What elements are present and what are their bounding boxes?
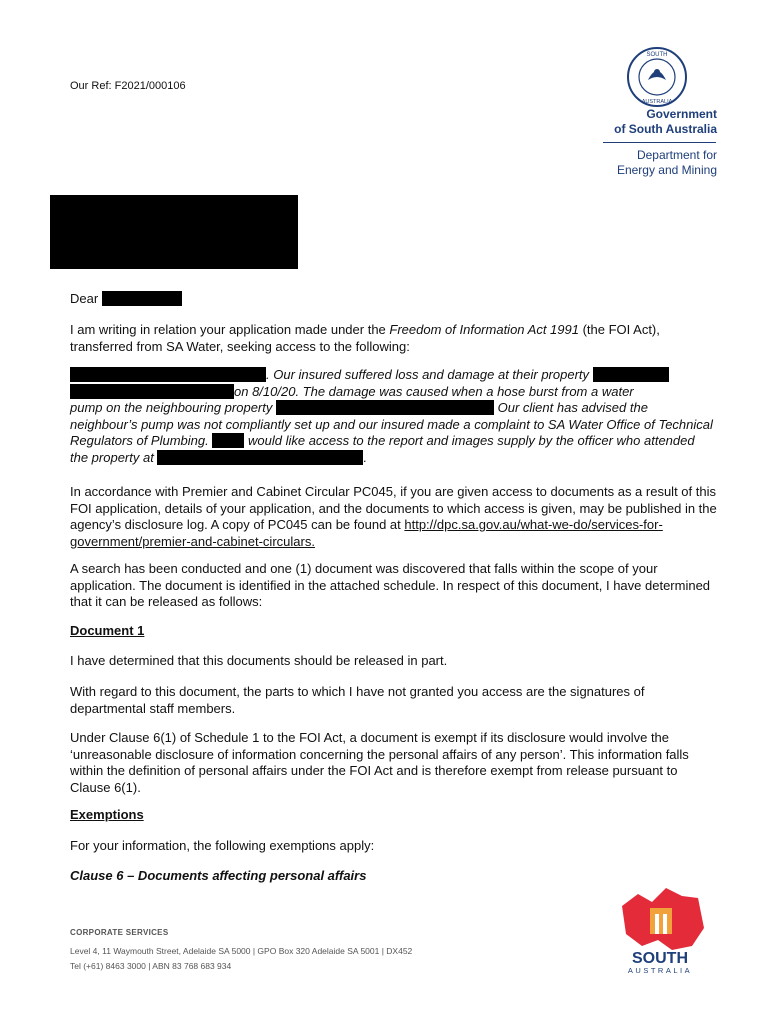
- clause-6-heading: Clause 6 – Documents affecting personal affairs: [70, 868, 367, 883]
- reference-number: Our Ref: F2021/000106: [70, 80, 186, 92]
- pc045-link[interactable]: http://dpc.sa.gov.au/what-we-do/services-for-government/premier-and-cabinet-circulars.: [70, 517, 663, 549]
- release-paragraph: I have determined that this documents should be released in part.: [70, 653, 448, 668]
- pc045-text: In accordance with Premier and Cabinet Circular PC045, if you are given access to documents as a result of this FOI application, details of your application, and the documents to which access is given, may be published in the agency’s disclosure log. A copy of PC045 can be found at: [70, 484, 717, 532]
- signatures-paragraph: With regard to this document, the parts to which I have not granted you access are the signatures of departmental staff members.: [70, 684, 645, 716]
- request-line-5: would like access to the report and images supply by the officer who attended the property at: [70, 433, 695, 465]
- pc045-paragraph: [70, 484, 720, 550]
- search-paragraph: A search has been conducted and one (1) document was discovered that falls within the scope of your application. The document is identified in the attached schedule. In respect of this document, I have determined that it can be released as follows:: [70, 561, 711, 609]
- intro-text-b: (the FOI Act), transferred from SA Water, seeking access to the following:: [70, 322, 660, 354]
- sa-logo-text: SOUTH: [632, 950, 688, 967]
- request-quote: [70, 367, 715, 466]
- footer-address: Level 4, 11 Waymouth Street, Adelaide SA 5000 | GPO Box 320 Adelaide SA 5001 | DX452: [70, 946, 413, 956]
- footer-contact: Tel (+61) 8463 3000 | ABN 83 768 683 934: [70, 961, 232, 971]
- redacted-text-6: [157, 450, 363, 465]
- dept-line-1: Department for: [636, 148, 717, 162]
- redacted-text-3: [70, 384, 234, 399]
- department-name: [575, 148, 717, 178]
- sa-logo-subtext: AUSTRALIA: [627, 966, 693, 975]
- logo-line-1: Government: [646, 107, 717, 121]
- footer-title: CORPORATE SERVICES: [70, 928, 169, 937]
- redacted-text-2: [593, 367, 669, 382]
- redacted-address-block: [50, 195, 298, 269]
- salutation: [70, 291, 720, 308]
- request-line-6: .: [363, 449, 368, 465]
- redacted-text-4: [276, 400, 494, 415]
- redacted-text-5: [212, 433, 244, 448]
- dept-line-2: Energy and Mining: [616, 163, 717, 177]
- request-line-3: pump on the neighbouring property: [70, 400, 273, 415]
- salutation-text: Dear: [70, 291, 99, 306]
- request-line-4: Our client has advised the neighbour’s pump was not compliantly set up and our insured made a complaint to SA Water Office of Technical Regulators of Plumbing.: [70, 400, 713, 448]
- clause-paragraph: Under Clause 6(1) of Schedule 1 to the FOI Act, a document is exempt if its disclosure would involve the ‘unreasonable disclosure of information concerning the personal affairs of any person’. This information falls within the definition of personal affairs under the FOI Act and is therefore exempt from release pursuant to Clause 6(1).: [70, 730, 689, 795]
- document-1-heading: Document 1: [70, 623, 145, 638]
- intro-paragraph: [70, 322, 720, 355]
- svg-text:AUSTRALIA: AUSTRALIA: [641, 99, 673, 105]
- exemptions-heading: Exemptions: [70, 807, 144, 822]
- request-line-2: on 8/10/20. The damage was caused when a hose burst from a water: [234, 383, 634, 399]
- government-crest-icon: [626, 46, 688, 108]
- government-logo-text: [575, 107, 717, 137]
- request-line-1: . Our insured suffered loss and damage at their property: [266, 367, 590, 382]
- svg-text:SOUTH: SOUTH: [646, 52, 668, 58]
- redacted-name: [102, 291, 182, 306]
- intro-text-a: I am writing in relation your application made under the: [70, 322, 390, 337]
- act-name: Freedom of Information Act 1991: [389, 322, 579, 337]
- logo-line-2: of South Australia: [614, 122, 717, 136]
- exemptions-intro: For your information, the following exemptions apply:: [70, 838, 375, 853]
- redacted-text-1: [70, 367, 266, 382]
- logo-divider: [603, 142, 716, 143]
